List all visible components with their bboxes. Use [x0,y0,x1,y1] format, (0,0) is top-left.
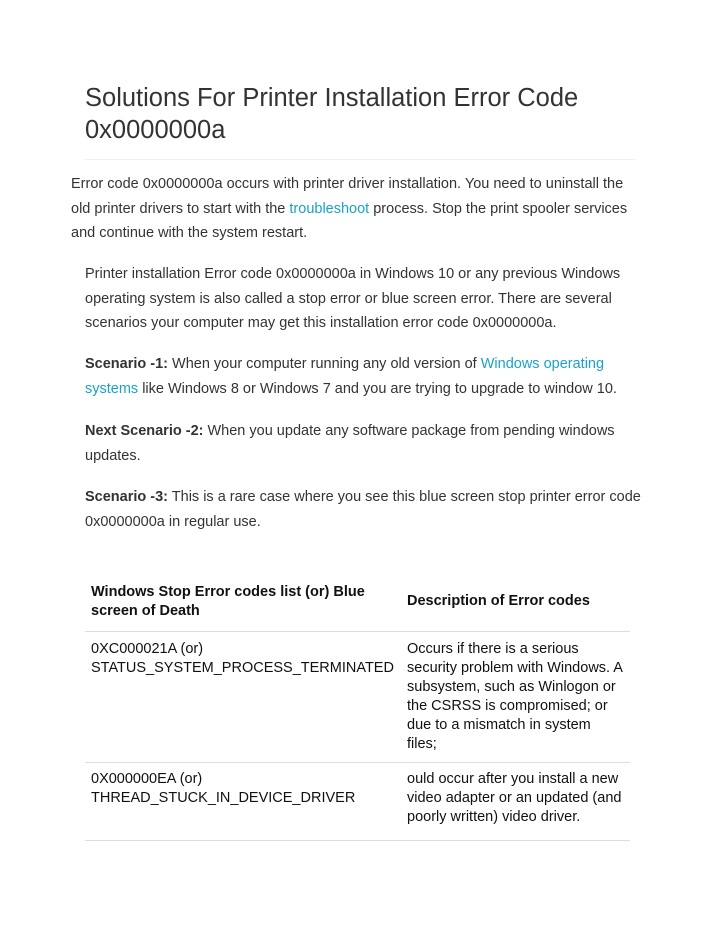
title-divider [85,159,635,160]
error-codes-table [85,572,630,841]
error-code-cell [85,763,401,841]
column-header-error-codes: Windows Stop Error codes list (or) Blue screen of Death [85,572,401,632]
intro-text-after: process. Stop the print spooler services and continue with the system restart. [71,200,628,241]
column-header-description: Description of Error codes [401,572,630,632]
scenario-3-label: Scenario -3: [85,489,168,505]
page-title: Solutions For Printer Installation Error Code 0x0000000a [85,84,579,144]
scenario-1-label: Scenario -1: [85,356,168,372]
scenario-2-label: Next Scenario -2: [85,423,204,439]
windows-operating-systems-link[interactable]: Windows operating systems [85,356,605,397]
table-row [85,763,630,841]
intro-text-before: Error code 0x0000000a occurs with printer driver installation. You need to uninstall the old printer drivers to start with the [71,176,624,217]
table-row [85,632,630,763]
error-name: THREAD_STUCK_IN_DEVICE_DRIVER [91,790,356,806]
error-code: 0XC000021A (or) [91,641,204,657]
scenario-1-paragraph [85,352,645,401]
error-code: 0X000000EA (or) [91,771,203,787]
error-code-cell [85,632,401,763]
error-name: STATUS_SYSTEM_PROCESS_TERMINATED [91,660,394,676]
scenario-1-text-before: When your computer running any old version of [168,356,481,372]
scenario-3-paragraph [85,485,645,534]
intro-paragraph [71,172,646,246]
error-description-cell: Occurs if there is a serious security problem with Windows. A subsystem, such as Winlogon or the CSRSS is compromised; or due to a mismatch in system files; [401,632,630,763]
scenario-2-paragraph [85,419,645,468]
error-description-cell: ould occur after you install a new video adapter or an updated (and poorly written) video driver. [401,763,630,841]
troubleshoot-link[interactable]: troubleshoot [289,200,370,217]
scenario-3-text: This is a rare case where you see this blue screen stop printer error code 0x0000000a in regular use. [85,489,641,530]
overview-paragraph: Printer installation Error code 0x0000000a in Windows 10 or any previous Windows operating system is also called a stop error or blue screen error. There are several scenarios your computer may get this installation error code 0x0000000a. [85,266,621,331]
scenario-1-text-after: like Windows 8 or Windows 7 and you are trying to upgrade to window 10. [138,380,617,397]
table-header-row [85,572,630,632]
scenario-2-text: When you update any software package from pending windows updates. [85,423,615,464]
